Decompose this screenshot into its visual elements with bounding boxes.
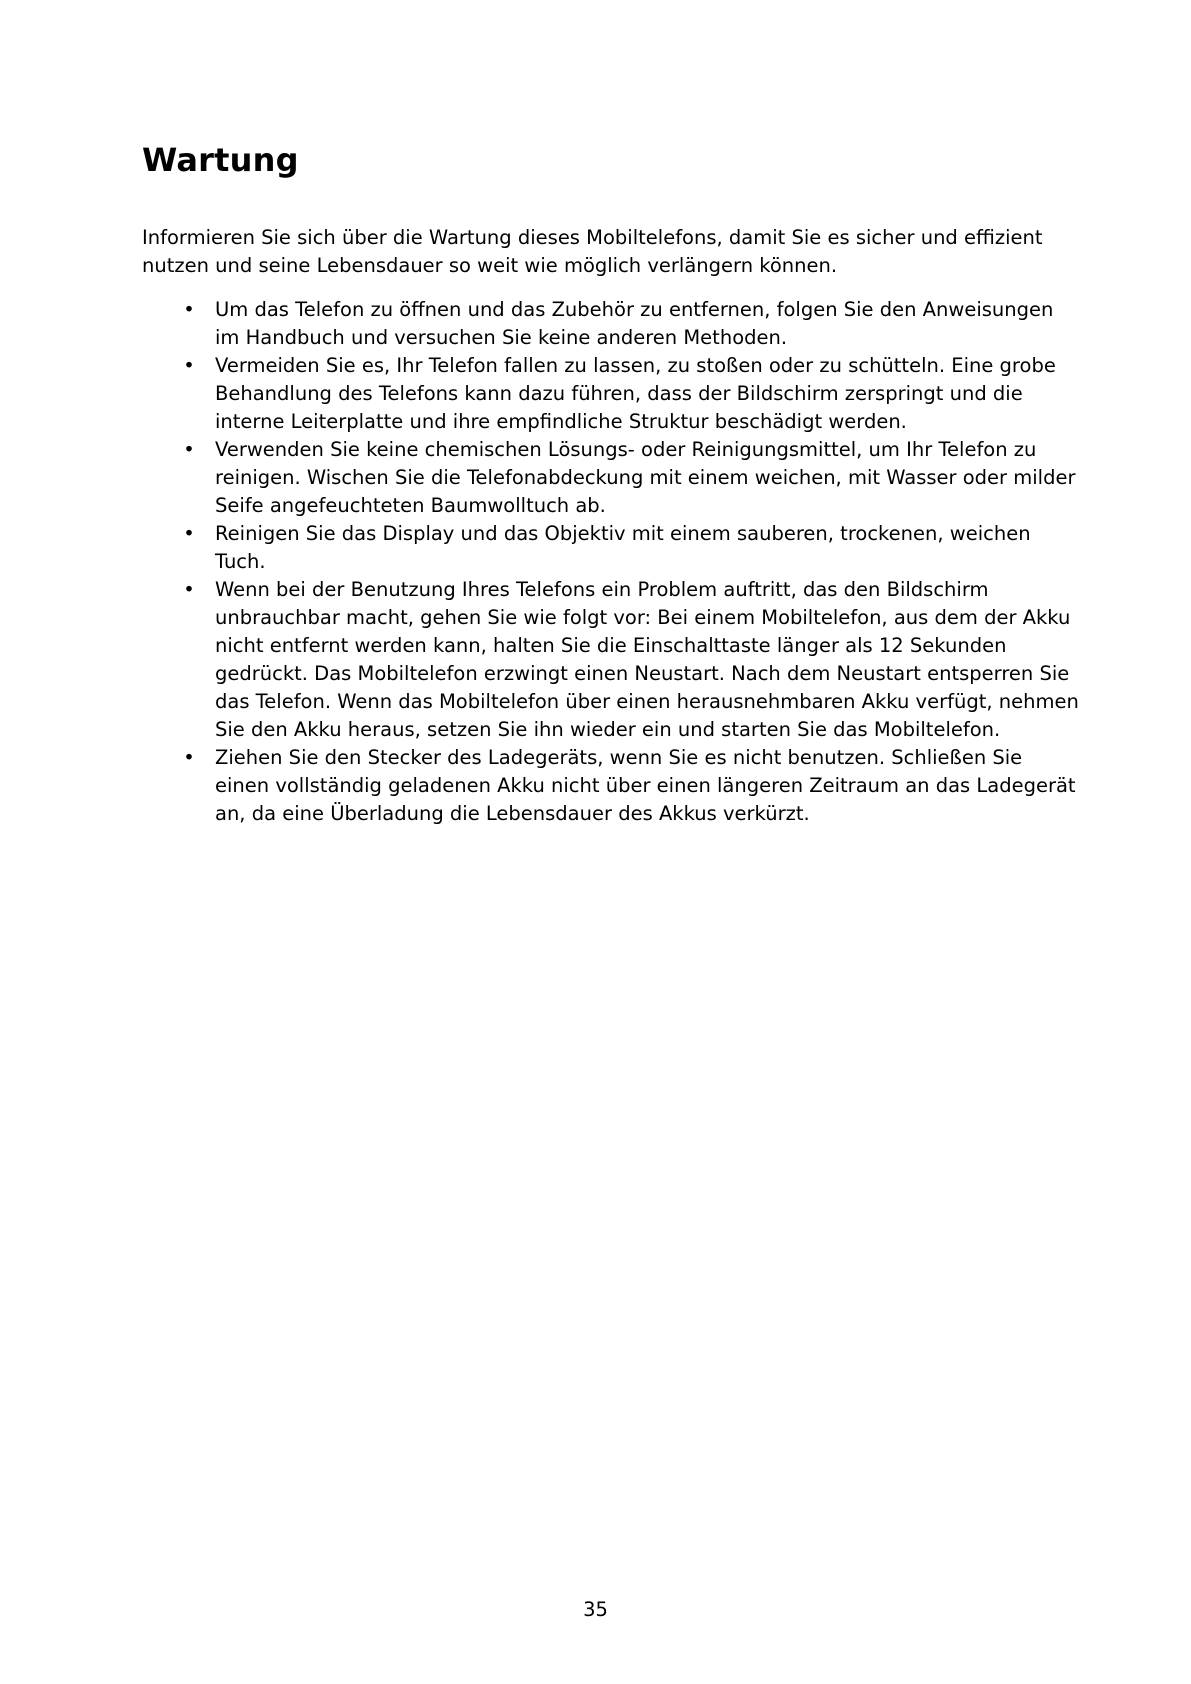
list-item: [142, 296, 1082, 352]
bullet-icon: •: [183, 746, 195, 769]
list-item: [142, 352, 1082, 436]
list-item-text: Vermeiden Sie es, Ihr Telefon fallen zu lassen, zu stoßen oder zu schütteln. Eine grobe Behandlung des Telefons kann dazu führen, dass der Bildschirm zerspringt und die interne Leiterplatte und ihre empfindliche Struktur beschädigt werden.: [215, 354, 1056, 433]
list-item: [142, 576, 1082, 744]
list-item: [142, 436, 1082, 520]
bullet-icon: •: [183, 298, 195, 321]
list-item-text: Wenn bei der Benutzung Ihres Telefons ein Problem auftritt, das den Bildschirm unbrauchbar macht, gehen Sie wie folgt vor: Bei einem Mobiltelefon, aus dem der Akku nicht entfernt werden kann, halten Sie die Einschalttaste länger als 12 Sekunden gedrückt. Das Mobiltelefon erzwingt einen Neustart. Nach dem Neustart entsperren Sie das Telefon. Wenn das Mobiltelefon über einen herausnehmbaren Akku verfügt, nehmen Sie den Akku heraus, setzen Sie ihn wieder ein und starten Sie das Mobiltelefon.: [215, 578, 1079, 741]
bullet-list: [142, 296, 1082, 828]
intro-paragraph: Informieren Sie sich über die Wartung dieses Mobiltelefons, damit Sie es sicher und effizient nutzen und seine Lebensdauer so weit wie möglich verlängern können.: [142, 226, 1043, 277]
list-item-text: Um das Telefon zu öffnen und das Zubehör zu entfernen, folgen Sie den Anweisungen im Handbuch und versuchen Sie keine anderen Methoden.: [215, 298, 1054, 349]
page-number: 35: [583, 1598, 608, 1621]
page-title: Wartung: [142, 141, 299, 179]
bullet-icon: •: [183, 578, 195, 601]
bullet-icon: •: [183, 438, 195, 461]
list-item-text: Reinigen Sie das Display und das Objektiv mit einem sauberen, trockenen, weichen Tuch.: [215, 522, 1031, 573]
list-item-text: Ziehen Sie den Stecker des Ladegeräts, wenn Sie es nicht benutzen. Schließen Sie einen vollständig geladenen Akku nicht über einen längeren Zeitraum an das Ladegerät an, da eine Überladung die Lebensdauer des Akkus verkürzt.: [215, 746, 1076, 825]
list-item-text: Verwenden Sie keine chemischen Lösungs- oder Reinigungsmittel, um Ihr Telefon zu reinigen. Wischen Sie die Telefonabdeckung mit einem weichen, mit Wasser oder milder Seife angefeuchteten Baumwolltuch ab.: [215, 438, 1076, 517]
bullet-icon: •: [183, 354, 195, 377]
bullet-icon: •: [183, 522, 195, 545]
list-item: [142, 520, 1082, 576]
list-item: [142, 744, 1082, 828]
